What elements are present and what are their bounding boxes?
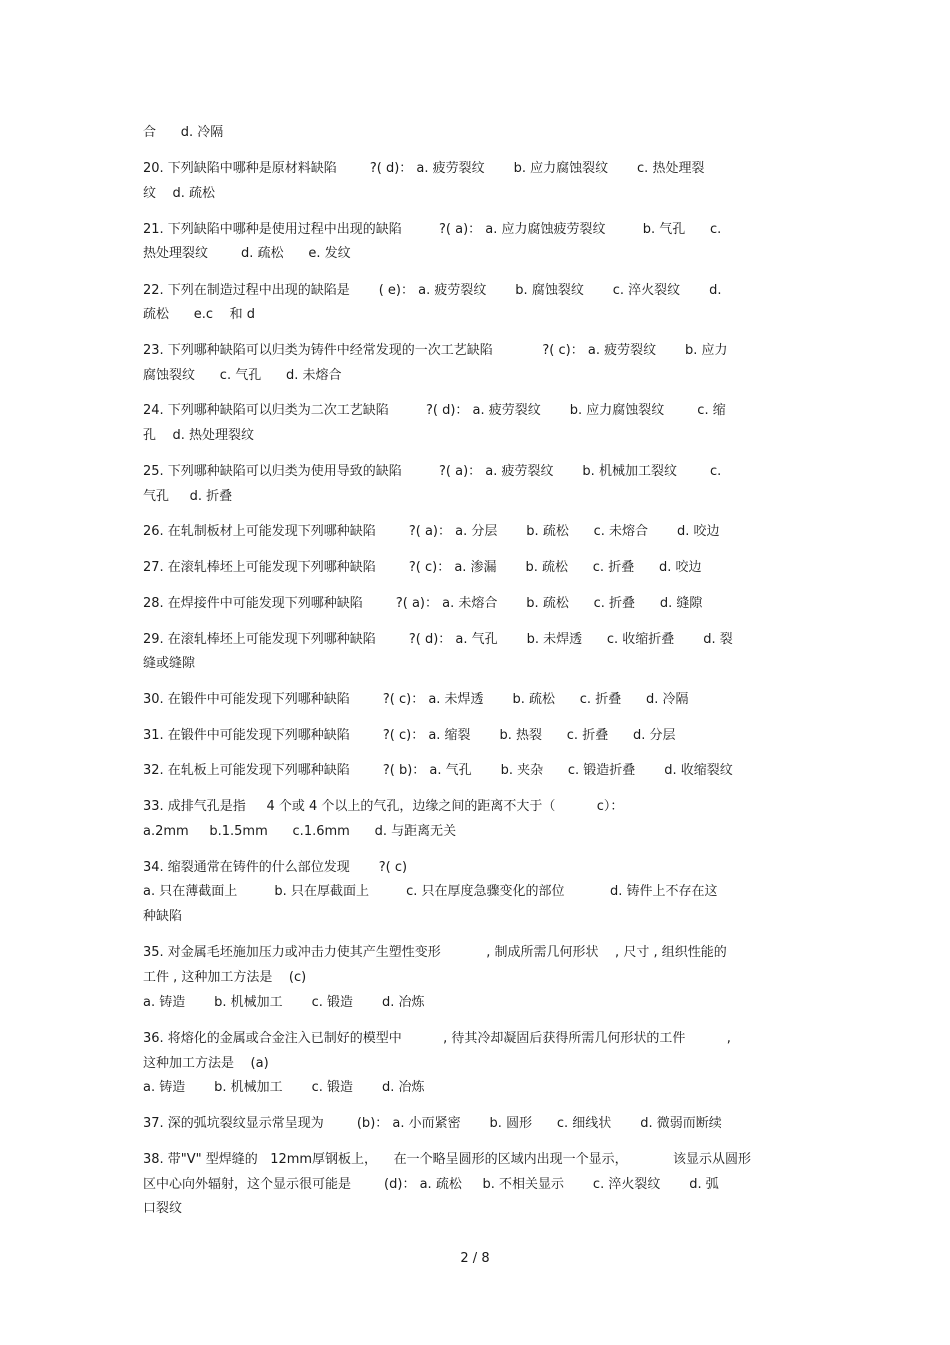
text-line: 34. 缩裂通常在铸件的什么部位发现 ?( c) [143, 860, 408, 875]
text-line: 合 d. 冷隔 [143, 125, 224, 140]
text-line: 35. 对金属毛坯施加压力或冲击力使其产生塑性变形 , 制成所需几何形状 , 尺寸 , 组织性能的 [143, 945, 727, 960]
text-line: a. 铸造 b. 机械加工 c. 锻造 d. 冶炼 [143, 1080, 425, 1095]
text-line: 30. 在锻件中可能发现下列哪种缺陷 ?( c)： a. 未焊透 b. 疏松 c. 折叠 d. 冷隔 [143, 692, 689, 707]
text-line: 腐蚀裂纹 c. 气孔 d. 未熔合 [143, 368, 342, 383]
text-line: a. 铸造 b. 机械加工 c. 锻造 d. 冶炼 [143, 995, 425, 1010]
text-line: 29. 在滚轧棒坯上可能发现下列哪种缺陷 ?( d)： a. 气孔 b. 未焊透 c. 收缩折叠 d. 裂 [143, 632, 733, 647]
text-line: 热处理裂纹 d. 疏松 e. 发纹 [143, 246, 351, 261]
text-line: 33. 成排气孔是指 4 个或 4 个以上的气孔，边缘之间的距离不大于（ c）： [143, 799, 624, 814]
text-line: 孔 d. 热处理裂纹 [143, 428, 255, 443]
text-line: 38. 带"V" 型焊缝的 12mm厚钢板上， 在一个略呈圆形的区域内出现一个显示， 该显示从圆形 [143, 1152, 752, 1167]
text-line: 种缺陷 [143, 909, 183, 924]
text-line: 27. 在滚轧棒坯上可能发现下列哪种缺陷 ?( c)： a. 渗漏 b. 疏松 c. 折叠 d. 咬边 [143, 560, 702, 575]
text-line: 36. 将熔化的金属或合金注入已制好的模型中 , 待其冷却凝固后获得所需几何形状的工件 , [143, 1031, 731, 1046]
text-line: 口裂纹 [143, 1201, 183, 1216]
text-line: 21. 下列缺陷中哪种是使用过程中出现的缺陷 ?( a)： a. 应力腐蚀疲劳裂纹 b. 气孔 c. [143, 222, 722, 237]
text-line: 疏松 e.c 和 d [143, 307, 255, 322]
text-line: 纹 d. 疏松 [143, 186, 216, 201]
text-line: a. 只在薄截面上 b. 只在厚截面上 c. 只在厚度急骤变化的部位 d. 铸件上不存在这 [143, 884, 718, 899]
text-line: a.2mm b.1.5mm c.1.6mm d. 与距离无关 [143, 824, 457, 839]
text-line: 25. 下列哪种缺陷可以归类为使用导致的缺陷 ?( a)： a. 疲劳裂纹 b. 机械加工裂纹 c. [143, 464, 722, 479]
text-line: 32. 在轧板上可能发现下列哪种缺陷 ?( b)： a. 气孔 b. 夹杂 c. 锻造折叠 d. 收缩裂纹 [143, 763, 733, 778]
text-line: 24. 下列哪种缺陷可以归类为二次工艺缺陷 ?( d)： a. 疲劳裂纹 b. 应力腐蚀裂纹 c. 缩 [143, 403, 726, 418]
text-line: 工件 , 这种加工方法是 (c) [143, 970, 307, 985]
text-line: 缝或缝隙 [143, 656, 196, 671]
text-line: 23. 下列哪种缺陷可以归类为铸件中经常发现的一次工艺缺陷 ?( c)： a. 疲劳裂纹 b. 应力 [143, 343, 728, 358]
page-number: 2 / 8 [460, 1251, 490, 1266]
text-line: 22. 下列在制造过程中出现的缺陷是 ( e)： a. 疲劳裂纹 b. 腐蚀裂纹 c. 淬火裂纹 d. [143, 283, 722, 298]
text-line: 气孔 d. 折叠 [143, 489, 233, 504]
text-line: 20. 下列缺陷中哪种是原材料缺陷 ?( d)： a. 疲劳裂纹 b. 应力腐蚀裂纹 c. 热处理裂 [143, 161, 705, 176]
text-line: 26. 在轧制板材上可能发现下列哪种缺陷 ?( a)： a. 分层 b. 疏松 c. 未熔合 d. 咬边 [143, 524, 720, 539]
text-line: 37. 深的弧坑裂纹显示常呈现为 (b)： a. 小而紧密 b. 圆形 c. 细线状 d. 微弱而断续 [143, 1116, 722, 1131]
text-line: 31. 在锻件中可能发现下列哪种缺陷 ?( c)： a. 缩裂 b. 热裂 c. 折叠 d. 分层 [143, 728, 676, 743]
text-line: 28. 在焊接件中可能发现下列哪种缺陷 ?( a)： a. 未熔合 b. 疏松 c. 折叠 d. 缝隙 [143, 596, 703, 611]
text-line: 区中心向外辐射，这个显示很可能是 (d)： a. 疏松 b. 不相关显示 c. 淬火裂纹 d. 弧 [143, 1177, 719, 1192]
text-line: 这种加工方法是 (a) [143, 1056, 269, 1071]
